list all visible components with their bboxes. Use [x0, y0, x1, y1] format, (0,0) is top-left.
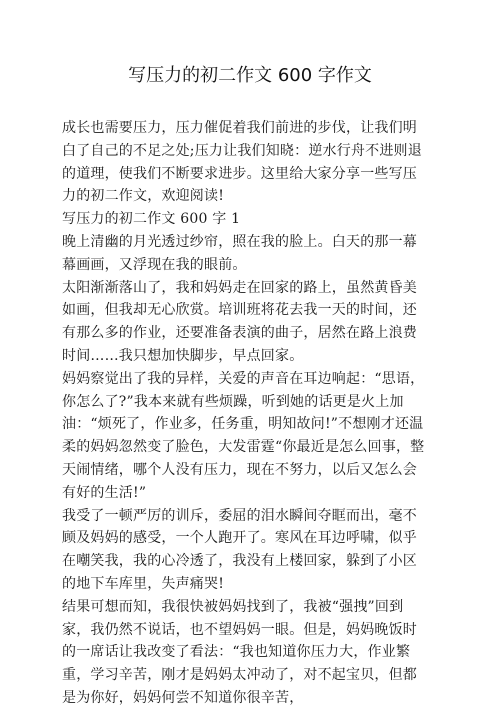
intro-paragraph: 成长也需要压力，压力催促着我们前进的步伐，让我们明白了自己的不足之处;压力让我们知晓：逆水行舟不进则退的道理，使我们不断要求进步。这里给大家分享一些写压力的初二作文，欢迎阅读! — [62, 120, 422, 205]
essay-paragraph: 结果可想而知，我很快被妈妈找到了，我被“强拽”回到家，我仍然不说话，也不望妈妈一眼。但是，妈妈晚饭时的一席话让我改变了看法：“我也知道你压力大，作业繁重，学习辛苦，刚才是妈妈太冲动了，对不起宝贝，但都是为你好，妈妈何尝不知道你很辛苦， — [62, 598, 417, 706]
essay-paragraph: 晚上清幽的月光透过纱帘，照在我的脸上。白天的那一幕幕画画，又浮现在我的眼前。 — [62, 233, 417, 273]
essay-paragraph: 我受了一顿严厉的训斥，委屈的泪水瞬间夺眶而出，毫不顾及妈妈的感受，一个人跑开了。寒风在耳边呼啸，似乎在嘲笑我，我的心冷透了，我没有上楼回家，躲到了小区的地下车库里，失声痛哭! — [62, 507, 417, 592]
document-body — [62, 117, 431, 710]
document-title: 写压力的初二作文 600 字作文 — [128, 65, 372, 86]
essay-paragraph: 太阳渐渐落山了，我和妈妈走在回家的路上，虽然黄昏美如画，但我却无心欣赏。培训班将花去我一天的时间，还有那么多的作业，还要准备表演的曲子，居然在路上浪费时间……我只想加快脚步，早点回家。 — [62, 279, 417, 364]
essay-paragraph: 妈妈察觉出了我的异样，关爱的声音在耳边响起：“思语，你怎么了?”我本来就有些烦躁，听到她的话更是火上加油：“烦死了，作业多，任务重，明知故问!”不想刚才还温柔的妈妈忽然变了脸色，大发雷霆“你最近是怎么回事，整天闹情绪，哪个人没有压力，现在不努力，以后又怎么会有好的生活!” — [62, 370, 425, 501]
essay-subheading: 写压力的初二作文 600 字 1 — [62, 211, 241, 228]
